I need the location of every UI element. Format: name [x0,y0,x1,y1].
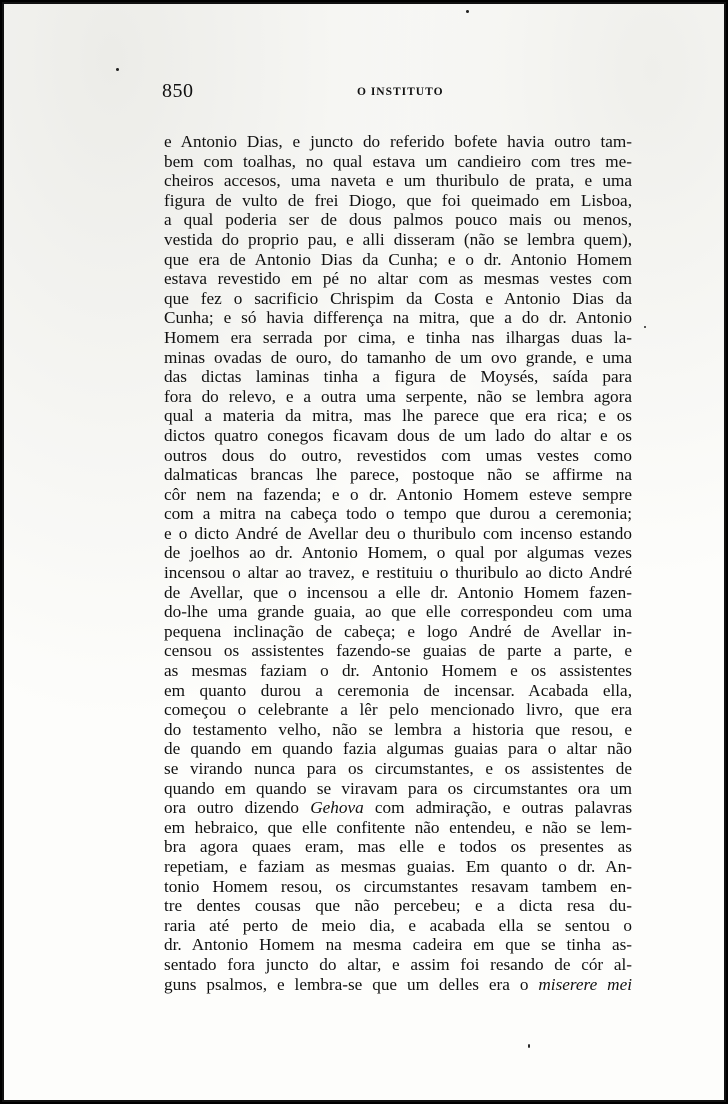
text-line: Homem era serrada por cima, e tinha nas ilhargas duas la- [164,327,632,347]
text-line: tonio Homem resou, os circumstantes resavam tambem en- [164,876,632,896]
body-text [164,132,632,994]
text-line: bem com toalhas, no qual estava um candieiro com tres me- [164,151,632,171]
text-line: censou os assistentes fazendo-se guaias de parte a parte, e [164,641,632,661]
text-line: de quando em quando fazia algumas guaias para o altar não [164,739,632,759]
text-line: pequena inclinação de cabeça; e logo André de Avellar in- [164,621,632,641]
text-line: bra agora quaes eram, mas elle e todos os presentes as [164,837,632,857]
text-line-tail: com admiração, e outras palavras [374,798,633,818]
page-number: 850 [162,80,194,102]
text-line: dr. Antonio Homem na mesma cadeira em que se tinha as- [164,935,632,955]
text-line: se virando nunca para os circumstantes, e os assistentes de [164,759,632,778]
text-line: dictos quatro conegos ficavam dous de um lado do altar e os [164,425,632,445]
text-line: outros dous do outro, revestidos com umas vestes como [164,445,632,465]
text-line: raria até perto de meio dia, e acabada ella se sentou o [164,915,632,935]
text-line: que fez o sacrificio Chrispim da Costa e Antonio Dias da [164,288,632,308]
text-line: a qual poderia ser de dous palmos pouco mais ou menos, [164,210,632,230]
text-line-lead: guns psalmos, e lembra-se que um delles era o [164,974,529,994]
text-line-with-italic [164,975,632,995]
text-line: tre dentes cousas que não percebeu; e a dicta resa du- [164,896,632,916]
text-line: que era de Antonio Dias da Cunha; e o dr. Antonio Homem [164,249,632,269]
ink-speck [116,68,119,71]
text-line: e o dicto André de Avellar deu o thuribulo com incenso estando [164,523,632,543]
text-line: figura de vulto de frei Diogo, que foi queimado em Lisboa, [164,190,632,210]
text-line: côr nem na fazenda; e o dr. Antonio Homem esteve sempre [164,484,632,504]
ink-speck [644,326,646,328]
text-line: repetiam, e faziam as mesmas guaias. Em quanto o dr. An- [164,856,632,876]
page-header [162,80,632,104]
text-line: do testamento velho, não se lembra a historia que resou, e [164,719,632,739]
text-line: começou o celebrante a lêr pelo mencionado livro, que era [164,700,632,720]
text-line: qual a materia da mitra, mas lhe parece que era rica; e os [164,406,632,426]
ink-speck [466,10,469,13]
text-line: do-lhe uma grande guaia, ao que elle correspondeu com uma [164,602,632,622]
text-line-with-italic [164,798,632,818]
text-line: em quanto durou a ceremonia de incensar. Acabada ella, [164,680,632,700]
text-line: de joelhos ao dr. Antonio Homem, o qual por algumas vezes [164,543,632,563]
text-line: sentado fora juncto do altar, e assim foi resando de cór al- [164,954,632,974]
text-line: as mesmas faziam o dr. Antonio Homem e os assistentes [164,661,632,681]
text-line: quando em quando se viravam para os circumstantes ora um [164,778,632,798]
running-head: O INSTITUTO [357,86,444,98]
text-line: dalmaticas brancas lhe parece, postoque não se affirme na [164,465,632,485]
text-line: das dictas laminas tinha a figura de Moysés, saída para [164,367,632,387]
text-line: Cunha; e só havia differença na mitra, que a do dr. Antonio [164,308,632,328]
text-line: fora do relevo, e a outra uma serpente, não se lembra agora [164,386,632,406]
italic-word: Gehova [310,798,364,818]
text-line-lead: ora outro dizendo [164,798,300,818]
text-line: cheiros accesos, uma naveta e um thuribulo de prata, e uma [164,171,632,191]
text-line: com a mitra na cabeça todo o tempo que durou a ceremonia; [164,504,632,524]
text-line: em hebraico, que elle confitente não entendeu, e não se lem- [164,817,632,837]
text-line: vestida do proprio pau, e alli disseram (não se lembra quem), [164,229,632,249]
text-line: e Antonio Dias, e juncto do referido bofete havia outro tam- [164,132,632,151]
ink-speck [528,1044,530,1048]
text-line: de Avellar, que o incensou a elle dr. Antonio Homem fazen- [164,582,632,602]
text-line: incensou o altar ao travez, e restituiu o thuribulo ao dicto André [164,563,632,583]
page [2,2,726,1102]
text-line: estava revestido em pé no altar com as mesmas vestes com [164,269,632,289]
italic-phrase: miserere mei [538,974,632,994]
text-line: minas ovadas de ouro, do tamanho de um ovo grande, e uma [164,347,632,367]
